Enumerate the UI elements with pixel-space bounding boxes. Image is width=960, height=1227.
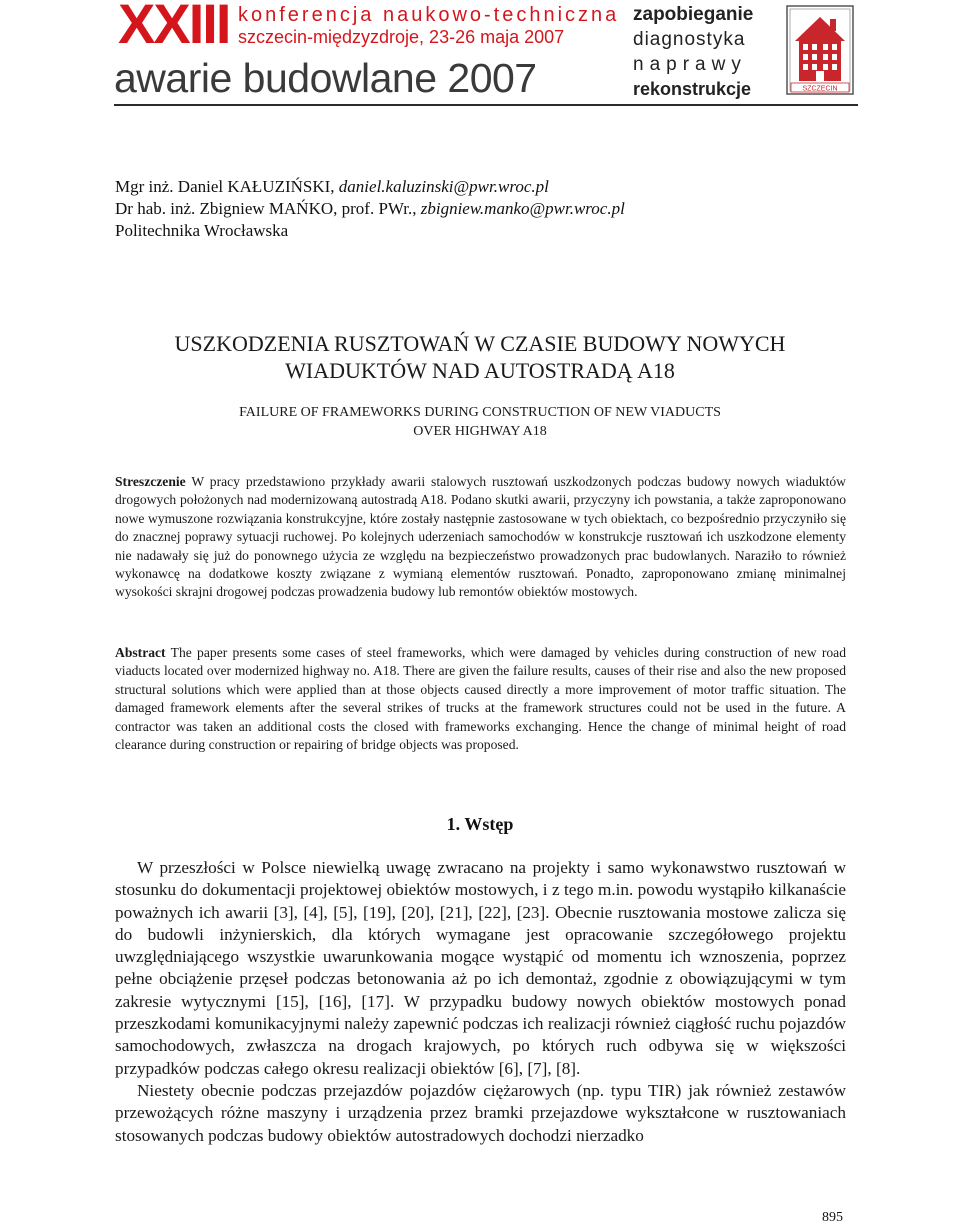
paper-title-english [100,403,860,441]
title-line: FAILURE OF FRAMEWORKS DURING CONSTRUCTION OF NEW VIADUCTS [239,405,721,420]
title-line: OVER HIGHWAY A18 [413,424,547,439]
header-divider [114,104,858,106]
author-email[interactable]: daniel.kaluzinski@pwr.wroc.pl [338,177,549,196]
page-number: 895 [822,1210,843,1225]
topic-item: naprawy [633,54,747,75]
section-body [115,857,846,1147]
logo-label: SZCZECIN [802,85,838,93]
author-line [115,198,625,220]
szczecin-logo-icon [786,5,854,95]
author-name: Mgr inż. Daniel KAŁUZIŃSKI, [115,177,339,196]
abstract-english-text: The paper presents some cases of steel frameworks, which were damaged by vehicles during construction of new road viaducts located over modernized highway no. A18. There are given the failure results, causes of their rise and also the new proposed structural solutions which were applied than at those objects caused directly a more improvement of motor traffic situation. The damaged framework elements after the several strikes of trucks at the framework structures could not be used in the future. A contractor was taken an additional costs the closed with frameworks exchanging. Hence the change of minimal height of road clearance during construction or repairing of bridge objects was proposed. [115,645,846,753]
affiliation: Politechnika Wrocławska [115,221,289,240]
abstract-polish-text: W pracy przedstawiono przykłady awarii stalowych rusztowań uszkodzonych podczas budowy nowych wiaduktów drogowych położonych nad modernizowaną autostradą A18. Podano skutki awarii, przyczyny ich powstania, a także zaproponowano nowe wymuszone rozwiązania konstrukcyjne, które zostały następnie zastosowane w tych obiektach, co bezpośrednio przyczyniło się do znacznej poprawy sytuacji ruchowej. Po kolejnych uderzeniach samochodów w konstrukcje rusztowań ich uszkodzone elementy nie nadawały się już do ponownego użycia ze względu na bezpieczeństwo prowadzonych prac budowlanych. Naraziło to również wykonawcę na dodatkowe koszty związane z wymianą elementów rusztowań. Ponadto, zaproponowano zmianę minimalnej wysokości skrajni drogowej podczas prowadzenia budowy lub remontów obiektów mostowych. [115,474,846,600]
conference-header [0,0,960,110]
author-email[interactable]: zbigniew.manko@pwr.wroc.pl [420,199,625,218]
abstract-english [115,644,846,754]
section-heading: 1. Wstęp [446,814,514,834]
title-line: USZKODZENIA RUSZTOWAŃ W CZASIE BUDOWY NOWYCH [174,331,786,356]
conference-number: XXIII [118,0,230,55]
conference-topics [633,2,753,102]
paper-title-polish [100,330,860,384]
abstract-english-label: Abstract [115,645,166,660]
topic-item: rekonstrukcje [633,79,752,99]
conference-type: konferencja naukowo-techniczna [238,4,620,26]
title-line: WIADUKTÓW NAD AUTOSTRADĄ A18 [285,358,675,383]
conference-location-date: szczecin-międzyzdroje, 23-26 maja 2007 [238,27,565,47]
body-paragraph: W przeszłości w Polsce niewielką uwagę zwracano na projekty i samo wykonawstwo rusztowań w stosunku do dokumentacji projektowej obiektów mostowych, i z tego m.in. powodu wystąpiło kilkanaście poważnych ich awarii [3], [4], [5], [19], [20], [21], [22], [23]. Obecnie rusztowania mostowe zalicza się do budowli inżynierskich, dla których wymagane jest opracowanie szczegółowego projektu uwzględniającego wszystkie uwarunkowania mogące wystąpić od momentu ich wznoszenia, poprzez pełne obciążenie przęseł podczas betonowania aż po ich demontaż, zgodnie z obowiązującymi w tym zakresie wytycznymi [15], [16], [17]. W przypadku budowy nowych obiektów mostowych ponad przeszkodami komunikacyjnymi należy zapewnić podczas ich realizacji również ciągłość ruchu pojazdów samochodowych, zwłaszcza na drogach krajowych, po których ruch odbywa się w większości przypadków podczas całego okresu realizacji obiektów [6], [7], [8]. [115,858,846,1078]
author-name: Dr hab. inż. Zbigniew MAŃKO, prof. PWr., [115,199,421,218]
authors-block [115,176,625,242]
abstract-polish-label: Streszczenie [115,474,186,489]
conference-title: awarie budowlane 2007 [114,55,537,101]
topic-item: zapobieganie [633,4,754,25]
author-line [115,176,625,198]
topic-item: diagnostyka [633,29,746,50]
abstract-polish [115,473,846,602]
body-paragraph: Niestety obecnie podczas przejazdów pojazdów ciężarowych (np. typu TIR) jak również zestawów przewożących różne maszyny i urządzenia przez bramki przejazdowe wykształcone w rusztowaniach stosowanych podczas budowy obiektów autostradowych dochodzi nierzadko [115,1080,846,1145]
